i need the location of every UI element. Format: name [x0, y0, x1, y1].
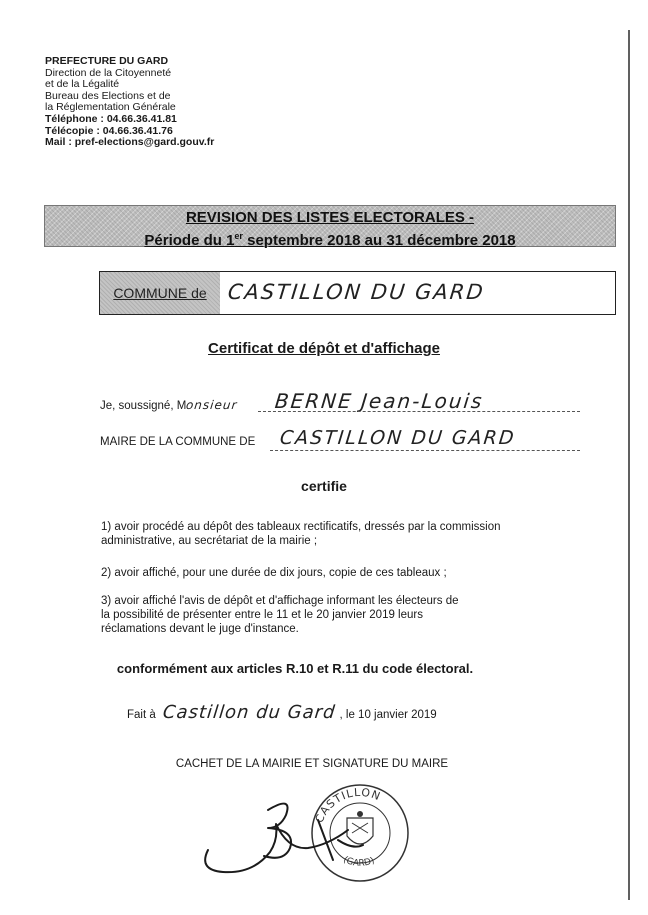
header-org: PREFECTURE DU GARD [45, 55, 169, 67]
banner-period-suffix: septembre 2018 au 31 décembre 2018 [242, 232, 516, 249]
maire-label: MAIRE DE LA COMMUNE DE [100, 436, 256, 448]
soussigne-row [100, 398, 238, 412]
banner-title: REVISION DES LISTES ELECTORALES [185, 209, 465, 226]
commune-box [99, 271, 616, 315]
commune-value: CASTILLON DU GARD [226, 280, 486, 304]
document-title: Certificat de dépôt et d'affichage [208, 340, 440, 357]
banner-period-sup: er [234, 231, 243, 241]
header-phone: Téléphone : 04.66.36.41.81 [45, 112, 177, 125]
header-line-2: et de la Légalité [45, 78, 120, 91]
fait-date: , le 10 janvier 2019 [339, 709, 437, 721]
maire-commune-handwritten: CASTILLON DU GARD [278, 427, 517, 449]
soussigne-label: Je, soussigné, M [100, 400, 187, 412]
civility-handwritten: onsieur [185, 398, 239, 412]
item-2: 2) avoir affiché, pour une durée de dix jours, copie de ces tableaux ; [101, 567, 447, 579]
commune-label: COMMUNE de [100, 272, 220, 314]
maire-dotted-line [270, 450, 580, 451]
stamp-top-text: CASTILLON [312, 785, 383, 825]
header-fax: Télécopie : 04.66.36.41.76 [45, 124, 173, 137]
header-line-3: Bureau des Elections et de [45, 89, 171, 102]
conformement-text: conformément aux articles R.10 et R.11 du code électoral. [116, 661, 474, 676]
header-line-4: la Réglementation Générale [45, 101, 176, 114]
item-3: 3) avoir affiché l'avis de dépôt et d'affichage informant les électeurs de la possibilité de présenter entre le 11 et le 20 janvier 2019 leurs réclamations devant le juge d'instance. [101, 595, 459, 635]
fait-place-handwritten: Castillon du Gard [161, 702, 337, 723]
stamp-bottom-text: (GARD) [341, 854, 377, 869]
fait-row [127, 702, 437, 723]
revision-banner: REVISION DES LISTES ELECTORALES - Période du 1er septembre 2018 au 31 décembre 2018 [44, 205, 616, 247]
certifie-heading: certifie [301, 478, 347, 494]
banner-period [45, 227, 615, 250]
prefecture-header [45, 56, 214, 149]
page-edge [628, 30, 630, 900]
mayor-signature [198, 790, 368, 880]
item-1: 1) avoir procédé au dépôt des tableaux rectificatifs, dressés par la commission administrative, au secrétariat de la mairie ; [101, 521, 501, 547]
header-line-1: Direction de la Citoyenneté [45, 66, 172, 79]
name-handwritten: BERNE Jean-Louis [273, 389, 485, 413]
cachet-title: CACHET DE LA MAIRIE ET SIGNATURE DU MAIRE [175, 758, 449, 770]
header-mail: Mail : pref-elections@gard.gouv.fr [45, 136, 215, 149]
banner-period-prefix: Période du 1 [144, 232, 235, 249]
fait-prefix: Fait à [127, 709, 156, 721]
name-dotted-line [258, 411, 580, 412]
